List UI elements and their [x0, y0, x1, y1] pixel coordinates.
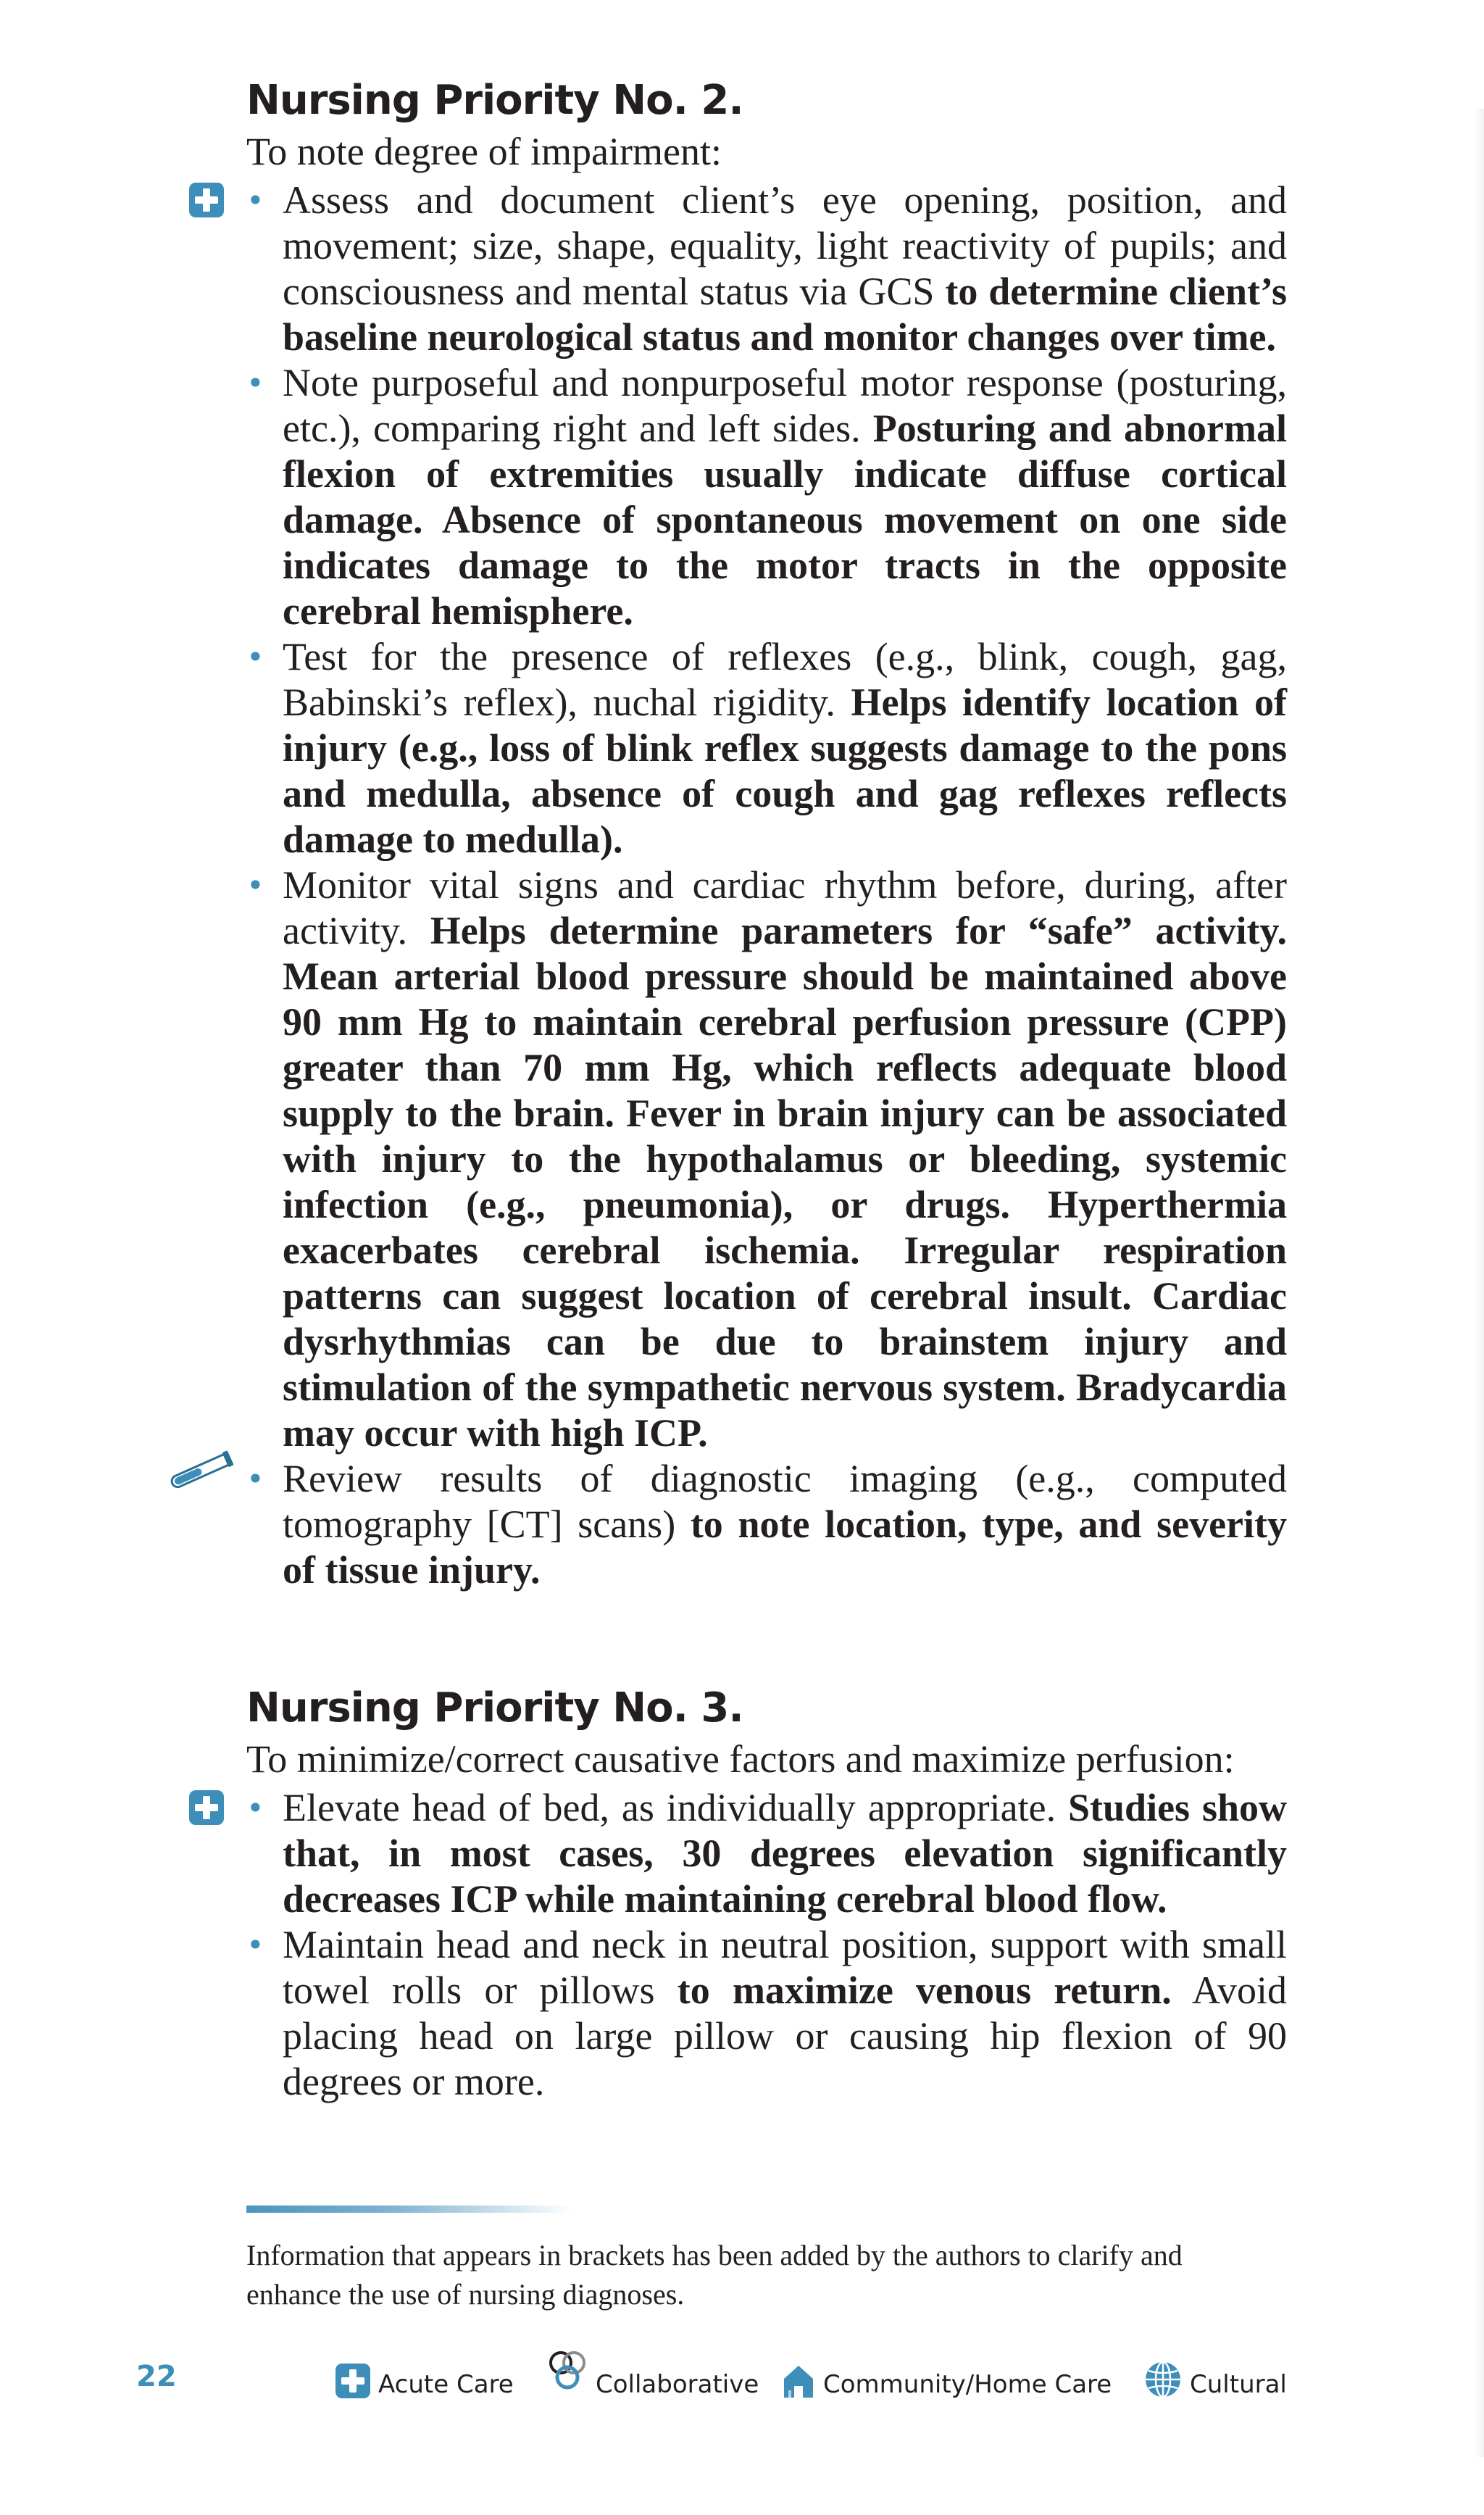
- bullet-icon: •: [246, 1790, 264, 1826]
- cultural-icon: [1143, 2360, 1183, 2399]
- item-text: Test for the presence of reflexes (e.g., blink, cough, gag, Babinski’s reflex), nuchal rigidity.: [283, 635, 1287, 724]
- list-item: [246, 862, 1287, 1456]
- item-rationale: Studies show that, in most cases, 30 degrees elevation significantly decreases ICP while maintaining cerebral blood flow.: [283, 1786, 1288, 1921]
- list-item: [246, 634, 1287, 862]
- legend-collaborative: [546, 2341, 759, 2399]
- item-rationale: to note location, type, and severity of tissue injury.: [283, 1502, 1287, 1592]
- legend-cultural: [1143, 2341, 1287, 2399]
- collaborative-icon: [546, 2348, 588, 2399]
- page-content: [246, 72, 1287, 2105]
- list-item: [246, 1922, 1287, 2105]
- item-rationale: to maximize venous return.: [677, 1969, 1172, 2012]
- bullet-icon: •: [246, 365, 264, 401]
- bullet-icon: •: [246, 1461, 264, 1497]
- item-rationale: Posturing and abnormal flexion of extremities usually indicate diffuse cortical damage. Absence of spontaneous movement on one side indicates damage to the motor tracts in the opposite cerebral hemisphere.: [283, 407, 1287, 633]
- nursing-priority-3: [246, 1680, 1287, 2105]
- list-item: [246, 360, 1287, 634]
- bullet-icon: •: [246, 183, 264, 218]
- priority-2-intro: To note degree of impairment:: [246, 130, 722, 173]
- item-text: Note purposeful and nonpurposeful motor response (posturing, etc.), comparing right and left sides.: [283, 361, 1287, 450]
- page-footer: [0, 2341, 1484, 2421]
- footnote: Information that appears in brackets has been added by the authors to clarify and enhance the use of nursing diagnoses.: [246, 2239, 1183, 2311]
- acute-care-icon: [188, 1789, 225, 1826]
- item-text: Maintain head and neck in neutral position, support with small towel rolls or pillows: [283, 1923, 1287, 2012]
- bullet-icon: •: [246, 1927, 264, 1963]
- priority-2-heading: Nursing Priority No. 2.: [246, 77, 743, 124]
- nursing-priority-2: [246, 72, 1287, 1593]
- item-text: Assess and document client’s eye opening, position, and movement; size, shape, equality, light reactivity of pupils; and consciousness and mental status via GCS: [283, 178, 1287, 313]
- priority-2-list: [246, 178, 1287, 1593]
- item-text-after: Avoid placing head on large pillow or causing hip flexion of 90 degrees or more.: [283, 1969, 1287, 2103]
- acute-care-icon: [335, 2363, 371, 2399]
- community-home-care-icon: [781, 2363, 816, 2399]
- legend-label: Cultural: [1190, 2370, 1287, 2399]
- priority-3-list: [246, 1785, 1287, 2105]
- legend-label: Community/Home Care: [823, 2370, 1112, 2399]
- page-edge-shadow: [1474, 109, 1484, 2457]
- list-item: [246, 178, 1287, 360]
- bullet-icon: •: [246, 868, 264, 903]
- bullet-icon: •: [246, 639, 264, 675]
- priority-3-intro: To minimize/correct causative factors and maximize perfusion:: [246, 1737, 1235, 1781]
- list-item: [246, 1785, 1287, 1922]
- legend-community-home-care: [781, 2341, 1112, 2399]
- acute-care-icon: [188, 182, 225, 218]
- item-rationale: Helps identify location of injury (e.g., loss of blink reflex suggests damage to the pons and medulla, absence of cough and gag reflexes reflects damage to medulla).: [283, 681, 1287, 861]
- item-rationale: to determine client’s baseline neurological status and monitor changes over time.: [283, 270, 1287, 359]
- item-rationale: Helps determine parameters for “safe” activity. Mean arterial blood pressure should be maintained above 90 mm Hg to maintain cerebral perfusion pressure (CPP) greater than 70 mm Hg, which reflects adequate blood supply to the brain. Fever in brain injury can be associated with injury to the hypothalamus or bleeding, systemic infection (e.g., pneumonia), or drugs. Hyperthermia exacerbates cerebral ischemia. Irregular respiration patterns can suggest location of cerebral insult. Cardiac dysrhythmias can be due to brainstem injury and stimulation of the sympathetic nervous system. Bradycardia may occur with high ICP.: [283, 909, 1287, 1455]
- item-text: Monitor vital signs and cardiac rhythm before, during, after activity.: [283, 863, 1287, 952]
- list-item: [246, 1456, 1287, 1593]
- item-text: Review results of diagnostic imaging (e.g., computed tomography [CT] scans): [283, 1457, 1287, 1546]
- page-number: 22: [136, 2360, 177, 2393]
- item-text: Elevate head of bed, as individually appropriate.: [283, 1786, 1068, 1829]
- legend-label: Acute Care: [378, 2370, 514, 2399]
- priority-3-heading: Nursing Priority No. 3.: [246, 1684, 743, 1732]
- legend-acute-care: [335, 2341, 514, 2399]
- test-tube-icon: [167, 1450, 236, 1491]
- legend-label: Collaborative: [596, 2370, 759, 2399]
- footnote-divider: [246, 2206, 572, 2213]
